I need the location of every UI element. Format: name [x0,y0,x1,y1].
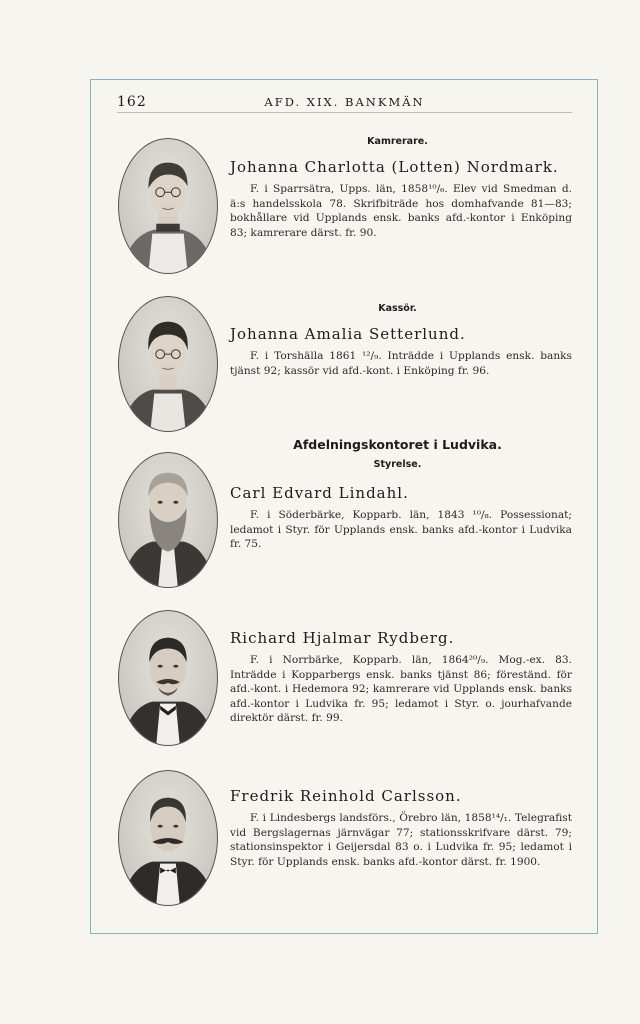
person-bio: F. i Sparrsätra, Upps. län, 1858¹⁰/₆. Elev vid Smedman d. ä:s handelsskola 78. Skrifbiträde hos domhafvande 81—83; bokhållare vid Upplands ensk. banks afd.-kontor i Enköping 83; kamrerare därst. fr. 90. [230,183,572,239]
running-head: AFD. XIX. BANKMÄN [264,95,425,109]
page-header [117,92,572,113]
portrait-rydberg [118,610,218,746]
portrait-carlsson [118,770,218,906]
person-bio: F. i Lindesbergs landsförs., Örebro län, 1858¹⁴/₁. Telegrafist vid Bergslagernas järnvägar 77; stationsskrifvare därst. 79; stationsinspektor i Geijersdal 83 o. i Ludvika fr. 95; ledamot i Styr. för Upplands ensk. banks afd.-kontor därst. fr. 1900. [230,812,572,868]
person-name: Johanna Amalia Setterlund. [230,325,466,343]
person-name: Johanna Charlotta (Lotten) Nordmark. [230,158,559,176]
portrait-lindahl [118,452,218,588]
person-entry-rydberg [230,629,572,726]
section-label-kamrerare: Kamrerare. [367,136,428,147]
person-bio: F. i Torshälla 1861 ¹²/₉. Inträdde i Upplands ensk. banks tjänst 92; kassör vid afd.-kont. i Enköping fr. 96. [230,350,572,377]
person-entry-setterlund [230,325,572,378]
person-bio: F. i Norrbärke, Kopparb. län, 1864²⁰/₉. Mog.-ex. 83. Inträdde i Kopparbergs ensk. banks tjänst 86; föreständ. för afd.-kont. i Hedemora 92; kamrerare vid Upplands ensk. banks afd.-kontor i Ludvika fr. 95; ledamot i Styr. o. jourhafvande direktör därst. fr. 99. [230,654,572,725]
section-label-kassor: Kassör. [378,303,417,314]
person-name: Carl Edvard Lindahl. [230,484,409,502]
portrait-nordmark [118,138,218,274]
person-entry-carlsson [230,787,572,869]
portrait-setterlund [118,296,218,432]
person-bio: F. i Söderbärke, Kopparb. län, 1843 ¹⁰/₈. Possessionat; ledamot i Styr. för Upplands ensk. banks afd.-kontor i Ludvika fr. 75. [230,509,572,551]
page-number: 162 [117,94,147,110]
person-name: Fredrik Reinhold Carlsson. [230,787,462,805]
person-entry-lindahl [230,484,572,552]
section-label-styrelse: Styrelse. [373,459,422,470]
person-name: Richard Hjalmar Rydberg. [230,629,455,647]
office-heading-ludvika: Afdelningskontoret i Ludvika. [293,437,502,452]
person-entry-nordmark [230,158,572,240]
